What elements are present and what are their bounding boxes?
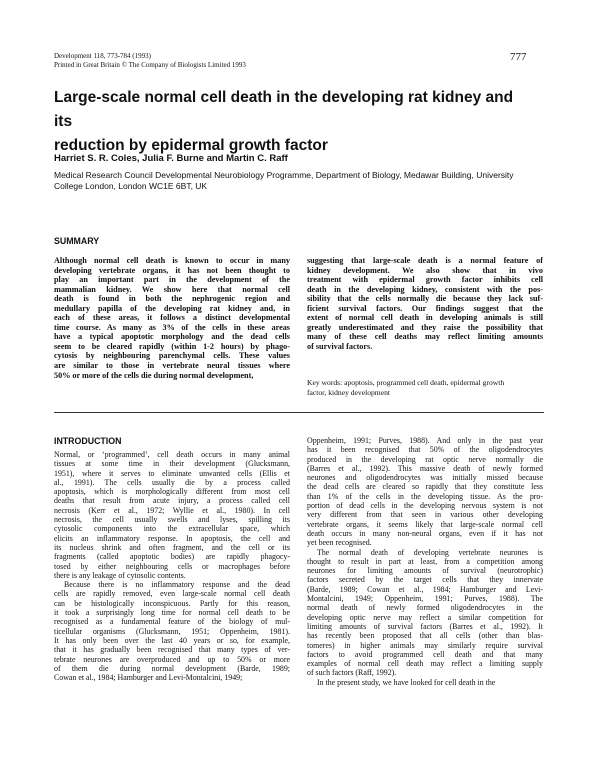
text-line: greatly underestimated and they raise the possibility that bbox=[307, 322, 543, 332]
keywords bbox=[307, 378, 547, 397]
text-line: ficient survival factors. Our findings suggest that the bbox=[307, 303, 543, 313]
text-line: developing vertebrate organs, it has not been thought to bbox=[54, 265, 290, 275]
text-line: developing optic nerve may reflect a similar competition for bbox=[307, 612, 543, 622]
text-line: recognised as a fundamental feature of the biology of mul- bbox=[54, 617, 290, 627]
text-line: of them die during normal development (Barde, 1989; bbox=[54, 663, 290, 673]
text-line: Cowan et al., 1984; Hamburger and Levi-Montalcini, 1949; bbox=[54, 673, 243, 683]
journal-publisher: Printed in Great Britain © The Company of Biologists Limited 1993 bbox=[54, 61, 246, 69]
text-line: have a typical apoptotic morphology and the dead cells bbox=[54, 332, 290, 342]
text-line: suggesting that large-scale death is a normal feature of bbox=[307, 256, 543, 265]
affiliation-line-2: College London, London WC1E 6BT, UK bbox=[54, 181, 208, 191]
text-line: deaths that result from acute injury, a process called cell bbox=[54, 496, 290, 506]
page-number: 777 bbox=[510, 51, 527, 63]
text-line: Normal, or ‘programmed’, cell death occurs in many animal bbox=[54, 450, 290, 459]
text-line: necrosis (Kerr et al., 1972; Wyllie et al., 1980). In cell bbox=[54, 505, 290, 515]
text-line: of survival factors. bbox=[307, 341, 373, 351]
text-line: examples of normal cell death may reflect a limiting supply bbox=[307, 659, 543, 669]
text-line: Although normal cell death is known to occur in many bbox=[54, 256, 290, 265]
text-line: medullary papilla of the developing rat kidney and, in bbox=[54, 303, 290, 313]
summary-heading: SUMMARY bbox=[54, 236, 100, 246]
text-line: tissues at some time in their development (Glucksmann, bbox=[54, 459, 290, 469]
text-line: has it been recognised that 50% of the oligodendrocytes bbox=[307, 445, 543, 455]
text-line: play an important part in the development of the bbox=[54, 275, 290, 285]
article-title bbox=[54, 86, 524, 158]
text-line: ticellular organisms (Glucksmann, 1951; Oppenheim, 1981). bbox=[54, 626, 290, 636]
text-line: The normal death of developing vertebrate neurones is bbox=[317, 547, 543, 557]
text-line: death occurs in many non-neural organs, even if it has not bbox=[307, 528, 543, 538]
text-line: death in the developing kidney, consistent with the pos- bbox=[307, 284, 543, 294]
text-line: cytosis by neighbouring parenchymal cells. These values bbox=[54, 351, 290, 361]
title-line-2: reduction by epidermal growth factor bbox=[54, 137, 328, 154]
text-line: treatment with epidermal growth factor inhibits cell bbox=[307, 275, 543, 285]
introduction-heading: INTRODUCTION bbox=[54, 436, 122, 446]
text-line: produced in the developing rat optic nerve normally die bbox=[307, 454, 543, 464]
text-line: (Barres et al., 1992). This massive death of newly formed bbox=[307, 463, 543, 473]
text-line: that it has gradually been recognised that many types of ver- bbox=[54, 645, 290, 655]
text-line: 50% or more of the cells die during normal development, bbox=[54, 370, 254, 380]
text-line: Because there is no inflammatory response and the dead bbox=[64, 580, 290, 590]
affiliation-line-1: Medical Research Council Developmental Neurobiology Programme, Department of Biology, Medawar Building, University bbox=[54, 170, 514, 180]
text-line: vertebrate organs, it seems likely that large-scale normal cell bbox=[307, 519, 543, 529]
text-line: has recently been proposed that all cells (other than blas- bbox=[307, 631, 543, 641]
text-line: many of these cell deaths may reflect limiting amounts bbox=[307, 332, 543, 342]
text-line: neurones and oligodendrocytes was initially missed because bbox=[307, 473, 543, 483]
text-line: sibility that the cells normally die because they lack suf- bbox=[307, 294, 543, 304]
text-line: than 1% of the cells in the developing tissue. As the pro- bbox=[307, 491, 543, 501]
text-line: factors to avoid programmed cell death and that many bbox=[307, 649, 543, 659]
introduction-left-column bbox=[54, 450, 290, 682]
text-line: mammalian kidney. We show here that normal cell bbox=[54, 284, 290, 294]
text-line: It has only been over the last 40 years or so, for example, bbox=[54, 635, 290, 645]
text-line: it took a surprisingly long time for normal cell death to be bbox=[54, 608, 290, 618]
text-line: Montalcini, 1949; Oppenheim, 1991; Purves, 1988). The bbox=[307, 594, 543, 604]
text-line: the dead cells are cleared so rapidly that they constitute less bbox=[307, 482, 543, 492]
affiliation bbox=[54, 170, 544, 192]
text-line: limiting amounts of survival factors (Barres et al., 1992). It bbox=[307, 621, 543, 631]
text-line: (Barde, 1989; Cowan et al., 1984; Hamburger and Levi- bbox=[307, 584, 543, 594]
text-line: necrosis, the cell usually swells and lyses, spilling its bbox=[54, 515, 290, 525]
text-line: 1951), where it serves to eliminate unwanted cells (Ellis et bbox=[54, 468, 290, 478]
text-line: normal death of newly formed oligodendrocytes in the bbox=[307, 603, 543, 613]
text-line: factors secreted by the target cells that they innervate bbox=[307, 575, 543, 585]
keywords-line-2: factor, kidney development bbox=[307, 387, 390, 397]
text-line: Oppenheim, 1991; Purves, 1988). And only in the past year bbox=[307, 436, 543, 445]
text-line: In the present study, we have looked for cell death in the bbox=[317, 677, 496, 687]
text-line: its nucleus shrink and often fragment, and the cell or its bbox=[54, 542, 290, 552]
text-line: tosed by either neighbouring cells or macrophages before bbox=[54, 561, 290, 571]
authors: Harriet S. R. Coles, Julia F. Burne and Martin C. Raff bbox=[54, 153, 288, 164]
text-line: tomeres) in higher animals may similarly require survival bbox=[307, 640, 543, 650]
text-line: time course. As many as 3% of the cells in these areas bbox=[54, 322, 290, 332]
text-line: extent of normal cell death in developing animals is still bbox=[307, 313, 543, 323]
text-line: elicits an inflammatory response. In apoptosis, the cell and bbox=[54, 533, 290, 543]
text-line: apoptosis, which is morphologically different from most cell bbox=[54, 487, 290, 497]
text-line: portion of dead cells in the developing nervous system is not bbox=[307, 501, 543, 511]
summary-right-column bbox=[307, 256, 543, 351]
text-line: seem to be cleared rapidly (within 1-2 hours) by phago- bbox=[54, 341, 290, 351]
summary-left-column bbox=[54, 256, 290, 380]
text-line: there is any leakage of cytosolic contents. bbox=[54, 570, 186, 580]
journal-citation: Development 118, 773-784 (1993) bbox=[54, 52, 151, 60]
title-line-1: Large-scale normal cell death in the developing rat kidney and its bbox=[54, 89, 514, 130]
keywords-line-1: Key words: apoptosis, programmed cell death, epidermal growth bbox=[307, 378, 505, 387]
text-line: each of these areas, it follows a distinct developmental bbox=[54, 313, 290, 323]
introduction-right-column bbox=[307, 436, 543, 687]
text-line: of such factors (Raff, 1992). bbox=[307, 668, 397, 678]
text-line: thought to result in part at least, from a competition among bbox=[307, 556, 543, 566]
text-line: can be histologically inconspicuous. Partly for this reason, bbox=[54, 598, 290, 608]
text-line: tebrate neurones are overproduced and up to 50% or more bbox=[54, 654, 290, 664]
text-line: fragments (called apoptotic bodies) are rapidly phagocy- bbox=[54, 552, 290, 562]
text-line: are similar to those in vertebrate neural tissues where bbox=[54, 361, 290, 371]
text-line: neurones for limiting amounts of survival (neurotrophic) bbox=[307, 566, 543, 576]
text-line: al., 1991). The cells usually die by a process called bbox=[54, 477, 290, 487]
text-line: yet been recognised. bbox=[307, 538, 372, 548]
text-line: death is found in both the nephrogenic region and bbox=[54, 294, 290, 304]
journal-header bbox=[54, 52, 246, 70]
text-line: cytosolic components into the extracellular space, which bbox=[54, 524, 290, 534]
text-line: cells are rapidly removed, even large-scale normal cell death bbox=[54, 589, 290, 599]
section-divider bbox=[54, 412, 544, 413]
text-line: kidney development. We also show that in vivo bbox=[307, 265, 543, 275]
text-line: very different from that seen in various other developing bbox=[307, 510, 543, 520]
